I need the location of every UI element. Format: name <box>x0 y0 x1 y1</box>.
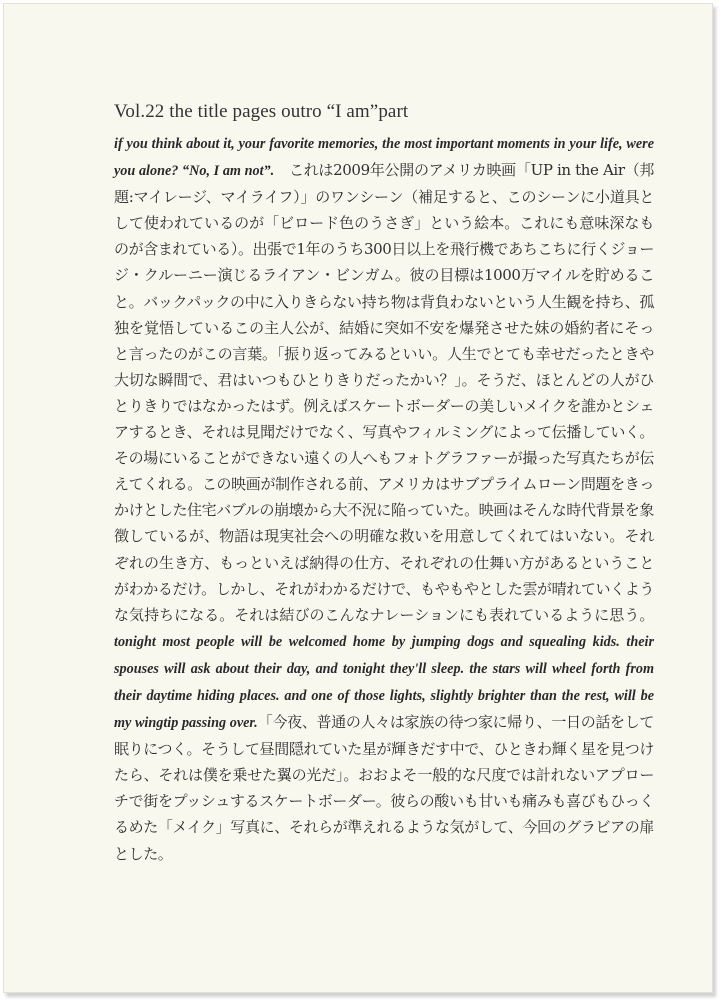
document-page <box>3 3 713 993</box>
english-quote-opening: if you think about it, your favorite memories, the most important moments in your life, were you alone? “No, I am not”. <box>114 136 654 180</box>
page-title: Vol.22 the title pages outro “I am”part <box>114 101 409 122</box>
japanese-main-text: これは2009年公開のアメリカ映画「UP in the Air（邦題:マイレージ、マイライフ）」のワンシーン（補足すると、このシーンに小道具として使われているのが「ビロード色のうさぎ」という絵本。これにも意味深なものが含まれている）。出張で1年のうち300日以上を飛行機であちこちに行くジョージ・クルーニー演じるライアン・ビンガム。彼の目標は1000万マイルを貯めること。バックパックの中に入りきらない持ち物は背負わないという人生観を持ち、孤独を覚悟しているこの主人公が、結婚に突如不安を爆発させた妹の婚約者にそっと言ったのがこの言葉。「振り返ってみるといい。人生でとても幸せだったときや大切な瞬間で、君はいつもひとりきりだったかい？」。そうだ、ほとんどの人がひとりきりではなかったはず。例えばスケートボーダーの美しいメイクを誰かとシェアするとき、それは見聞だけでなく、写真やフィルミングによって伝播していく。その場にいることができない遠くの人へもフォトグラファーが撮った写真たちが伝えてくれる。この映画が制作される前、アメリカはサブプライムローン問題をきっかけとした住宅バブルの崩壊から大不況に陥っていた。映画はそんな時代背景を象徴しているが、物語は現実社会への明確な救いを用意してくれてはいない。それぞれの生き方、もっといえば納得の仕方、それぞれの仕舞い方があるということがわかるだけ。しかし、それがわかるだけで、もやもやとした雲が晴れていくような気持ちになる。それは結びのこんなナレーションにも表れているように思う。 <box>114 161 655 624</box>
english-quote-closing: tonight most people will be welcomed home by jumping dogs and squealing kids. their spouses will ask about their day, and tonight they'll sleep. the stars will wheel forth from their daytime hiding places. and one of those lights, slightly brighter than the rest, will be my wingtip passing over. <box>114 633 654 732</box>
japanese-closing-text: 「今夜、普通の人々は家族の待つ家に帰り、一日の話をして眠りにつく。そうして昼間隠れていた星が輝きだす中で、ひときわ輝く星を見つけたら、それは僕を乗せた翼の光だ」。おおよそ一般的な尺度では計れないアプローチで街をプッシュするスケートボーダー。彼らの酸いも甘いも痛みも喜びもひっくるめた「メイク」写真に、それらが準えれるような気がして、今回のグラビアの扉とした。 <box>114 713 655 863</box>
body-paragraph <box>114 130 654 867</box>
